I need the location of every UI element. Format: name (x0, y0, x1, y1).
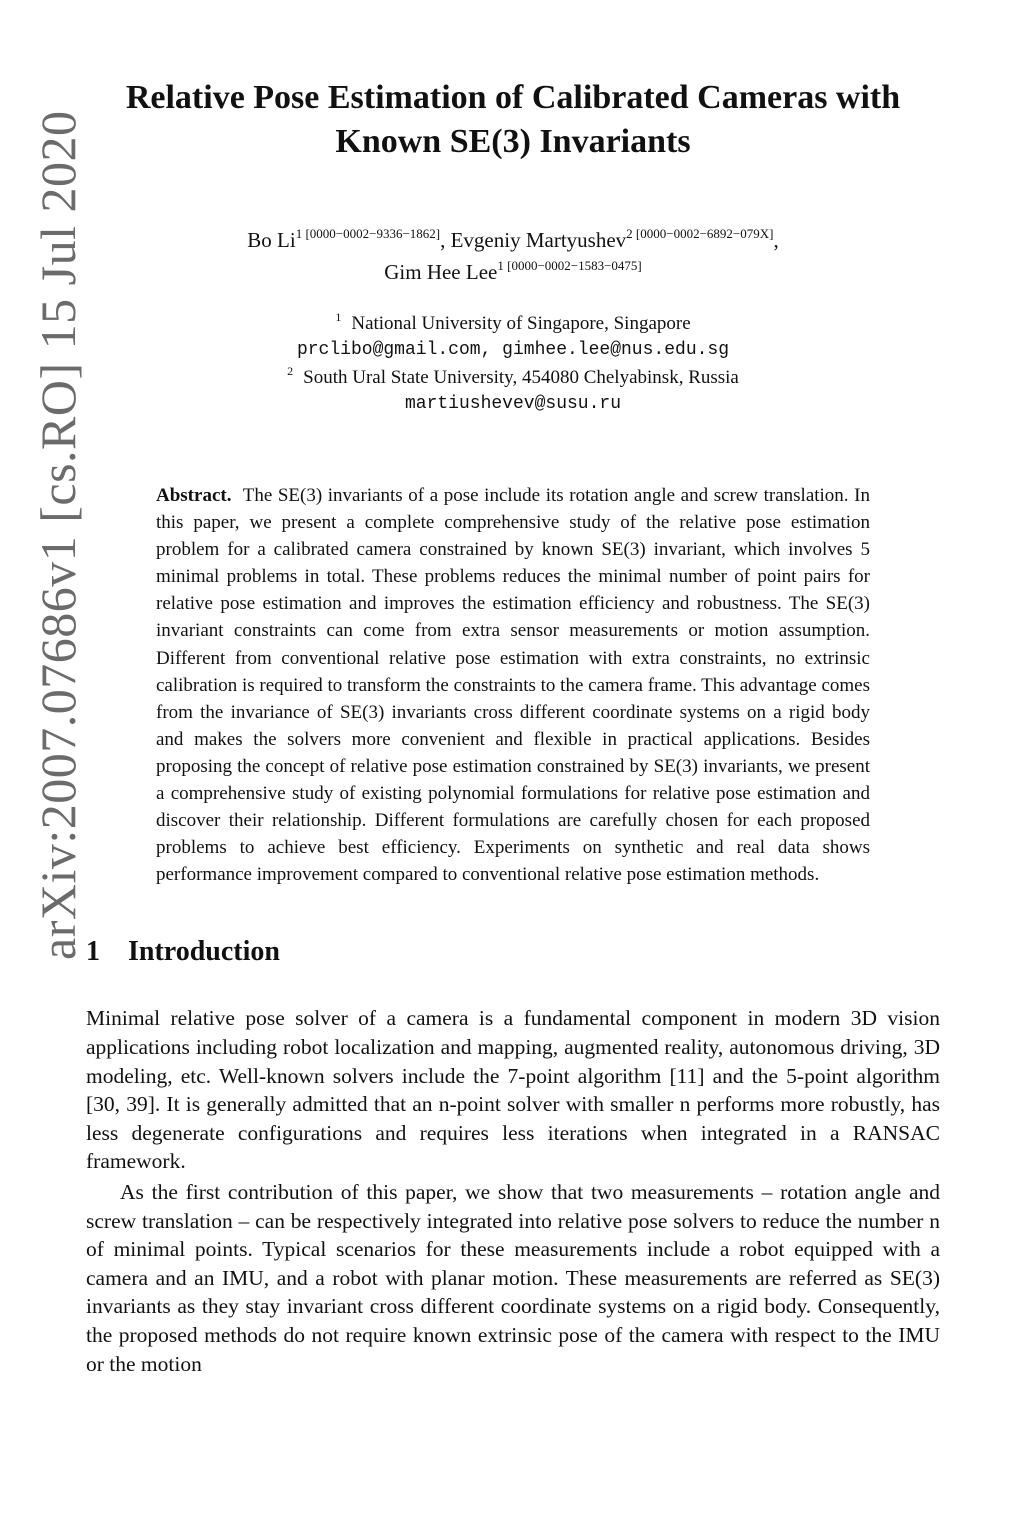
affiliation-number: 1 (335, 310, 342, 324)
section-body (86, 1004, 940, 1378)
paragraph: Minimal relative pose solver of a camera is a fundamental component in modern 3D vision applications including robot localization and mapping, augmented reality, autonomous driving, 3D modeling, etc. Well-known solvers include the 7-point algorithm [11] and the 5-point algorithm [30, 39]. It is generally admitted that an n-point solver with smaller n performs more robustly, has less degenerate configurations and requires less iterations when integrated in a RANSAC framework. (86, 1006, 940, 1174)
author-orcid: 1 [0000−0002−1583−0475] (497, 258, 642, 273)
author-line-2 (86, 256, 940, 288)
arxiv-side-stamp: arXiv:2007.07686v1 [cs.RO] 15 Jul 2020 (30, 110, 86, 960)
abstract (156, 482, 870, 888)
affiliation-1-emails: prclibo@gmail.com, gimhee.lee@nus.edu.sg (296, 340, 730, 360)
paragraph: As the first contribution of this paper, we show that two measurements – rotation angle and screw translation – can be respectively integrated into relative pose solvers to reduce the number n of minimal points. Typical scenarios for these measurements include a robot equipped with a camera and an IMU, and a robot with planar motion. These measurements are referred as SE(3) invariants as they stay invariant cross different coordinate systems on a rigid body. Consequently, the proposed methods do not require known extrinsic pose of the camera with respect to the IMU or the motion (86, 1179, 940, 1376)
affiliation-name: National University of Singapore, Singapore (351, 313, 691, 334)
paper-title (86, 76, 940, 164)
title-line-1: Relative Pose Estimation of Calibrated Cameras with (125, 79, 901, 116)
author-orcid: 1 [0000−0002−9336−1862] (295, 226, 441, 241)
abstract-text: The SE(3) invariants of a pose include its rotation angle and screw translation. In this paper, we present a complete comprehensive study of the relative pose estimation problem for a calibrated camera constrained by known SE(3) invariant, which involves 5 minimal problems in total. These problems reduces the minimal number of point pairs for relative pose estimation and improves the estimation efficiency and robustness. The SE(3) invariant constraints can come from extra sensor measurements or motion assumption. Different from conventional relative pose estimation with extra constraints, no extrinsic calibration is required to transform the constraints to the camera frame. This advantage comes from the invariance of SE(3) invariants cross different coordinate systems on a rigid body and makes the solvers more convenient and flexible in practical applications. Besides proposing the concept of relative pose estimation constrained by SE(3) invariants, we present a comprehensive study of existing polynomial formulations for relative pose estimation and discover their relationship. Different formulations are carefully chosen for each proposed problems to achieve best efficiency. Experiments on synthetic and real data shows performance improvement compared to conventional relative pose estimation methods. (156, 485, 871, 886)
author-name: Gim Hee Lee (384, 260, 498, 284)
affiliation-1 (86, 310, 940, 337)
section-title: Introduction (128, 936, 280, 968)
author-name: Evgeniy Martyushev (450, 228, 627, 252)
author-list (86, 224, 940, 288)
author-line-1 (86, 224, 940, 256)
affiliation-name: South Ural State University, 454080 Chelyabinsk, Russia (303, 367, 739, 388)
affiliation-number: 2 (287, 364, 294, 378)
section-heading (86, 936, 940, 968)
author-separator: , (440, 228, 451, 252)
affiliation-2 (86, 364, 940, 391)
affiliation-2-emails: martiushevev@susu.ru (404, 394, 622, 414)
abstract-label: Abstract. (156, 485, 232, 506)
section-number: 1 (86, 936, 100, 968)
affiliations (86, 310, 940, 418)
title-line-2: Known SE(3) Invariants (335, 123, 691, 160)
author-orcid: 2 [0000−0002−6892−079X] (626, 226, 774, 241)
paper-page (86, 60, 940, 1378)
author-separator: , (773, 228, 779, 252)
author-name: Bo Li (247, 228, 296, 252)
